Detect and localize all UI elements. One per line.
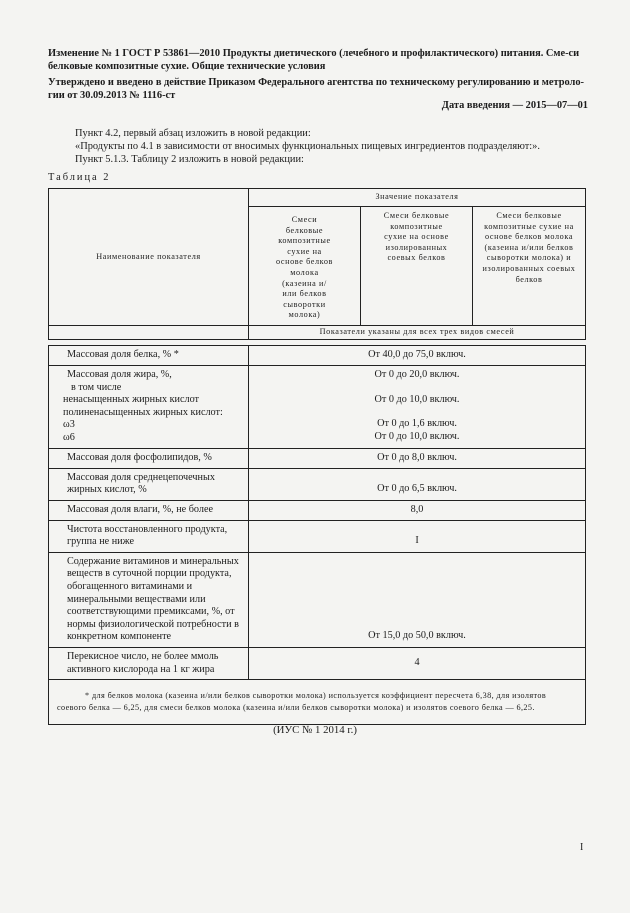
row-peroxide-label: Перекисное число, не более ммоль активного кислорода на 1 кг жира xyxy=(49,648,249,680)
column-header-name: Наименование показателя xyxy=(49,189,249,326)
row-phospholipids-label: Массовая доля фосфолипидов, % xyxy=(49,448,249,468)
row-fat-label: Массовая доля жира, %, в том числе ненасыщенных жирных кислот полиненасыщенных жирных кислот: ω3 ω6 xyxy=(49,365,249,448)
row-protein-value: От 40,0 до 75,0 включ. xyxy=(249,345,586,365)
approval-statement: Утверждено и введено в действие Приказом Федерального агентства по техническому регулированию и метроло-гии от 30.09.2013 № 1116-ст xyxy=(48,77,585,101)
row-vitamins-label: Содержание витаминов и минеральных веществ в суточной порции продукта, обогащенного витаминами и минеральными веществами или соответствующими премиксами, %, от нормы физиологической потребности в конкретном компоненте xyxy=(49,552,249,647)
row-purity-label: Чистота восстановленного продукта, группа не ниже xyxy=(49,520,249,552)
paragraph-2: «Продукты по 4.1 в зависимости от вносимых функциональных пищевых ингредиентов подразделяют:». xyxy=(75,141,540,152)
row-moisture-label: Массовая доля влаги, %, не более xyxy=(49,500,249,520)
row-mct-label: Массовая доля среднецепочечных жирных кислот, % xyxy=(49,468,249,500)
effective-date: Дата введения — 2015—07—01 xyxy=(441,100,588,111)
row-peroxide-value: 4 xyxy=(249,648,586,680)
row-protein-label: Массовая доля белка, % * xyxy=(49,345,249,365)
row-moisture-value: 8,0 xyxy=(249,500,586,520)
page-number: I xyxy=(580,842,584,853)
indicators-table xyxy=(48,188,586,725)
row-phospholipids-value: От 0 до 8,0 включ. xyxy=(249,448,586,468)
amendment-title: Изменение № 1 ГОСТ Р 53861—2010 Продукты диетического (лечебного и профилактического) питания. Сме-си белковые композитные сухие. Общие технические условия xyxy=(48,48,580,72)
column-header-value: Значение показателя xyxy=(249,189,586,207)
subheader-soy: Смеси белковые композитные сухие на основе изолированных соевых белков xyxy=(361,207,473,326)
table-footnote: * для белков молока (казеина и/или белков сыворотки молока) используется коэффициент пересчета 6,38, для изолятов соевого белка — 6,25, для смеси белков молока (казеина и/или белков сыворотки молока) и изолятов соевого белка — 6,25. xyxy=(49,680,586,725)
row-mct-value: От 0 до 6,5 включ. xyxy=(249,468,586,500)
paragraph-3: Пункт 5.1.3. Таблицу 2 изложить в новой редакции: xyxy=(75,154,304,165)
paragraph-1: Пункт 4.2, первый абзац изложить в новой редакции: xyxy=(75,128,311,139)
ius-reference: (ИУС № 1 2014 г.) xyxy=(273,724,357,736)
subheader-milk-soy: Смеси белковые композитные сухие на основе белков молока (казеина и/или белков сыворотки молока) и изолированных соевых белков xyxy=(473,207,586,326)
table-caption: Таблица 2 xyxy=(48,172,111,183)
row-purity-value: I xyxy=(249,520,586,552)
row-vitamins-value: От 15,0 до 50,0 включ. xyxy=(249,552,586,647)
note-all-types: Показатели указаны для всех трех видов смесей xyxy=(249,325,586,339)
subheader-milk: Смеси белковые композитные сухие на основе белков молока (казеина и/или белков сыворотки молока) xyxy=(249,207,361,326)
row-fat-values: От 0 до 20,0 включ. От 0 до 10,0 включ. От 0 до 1,6 включ. От 0 до 10,0 включ. xyxy=(249,365,586,448)
